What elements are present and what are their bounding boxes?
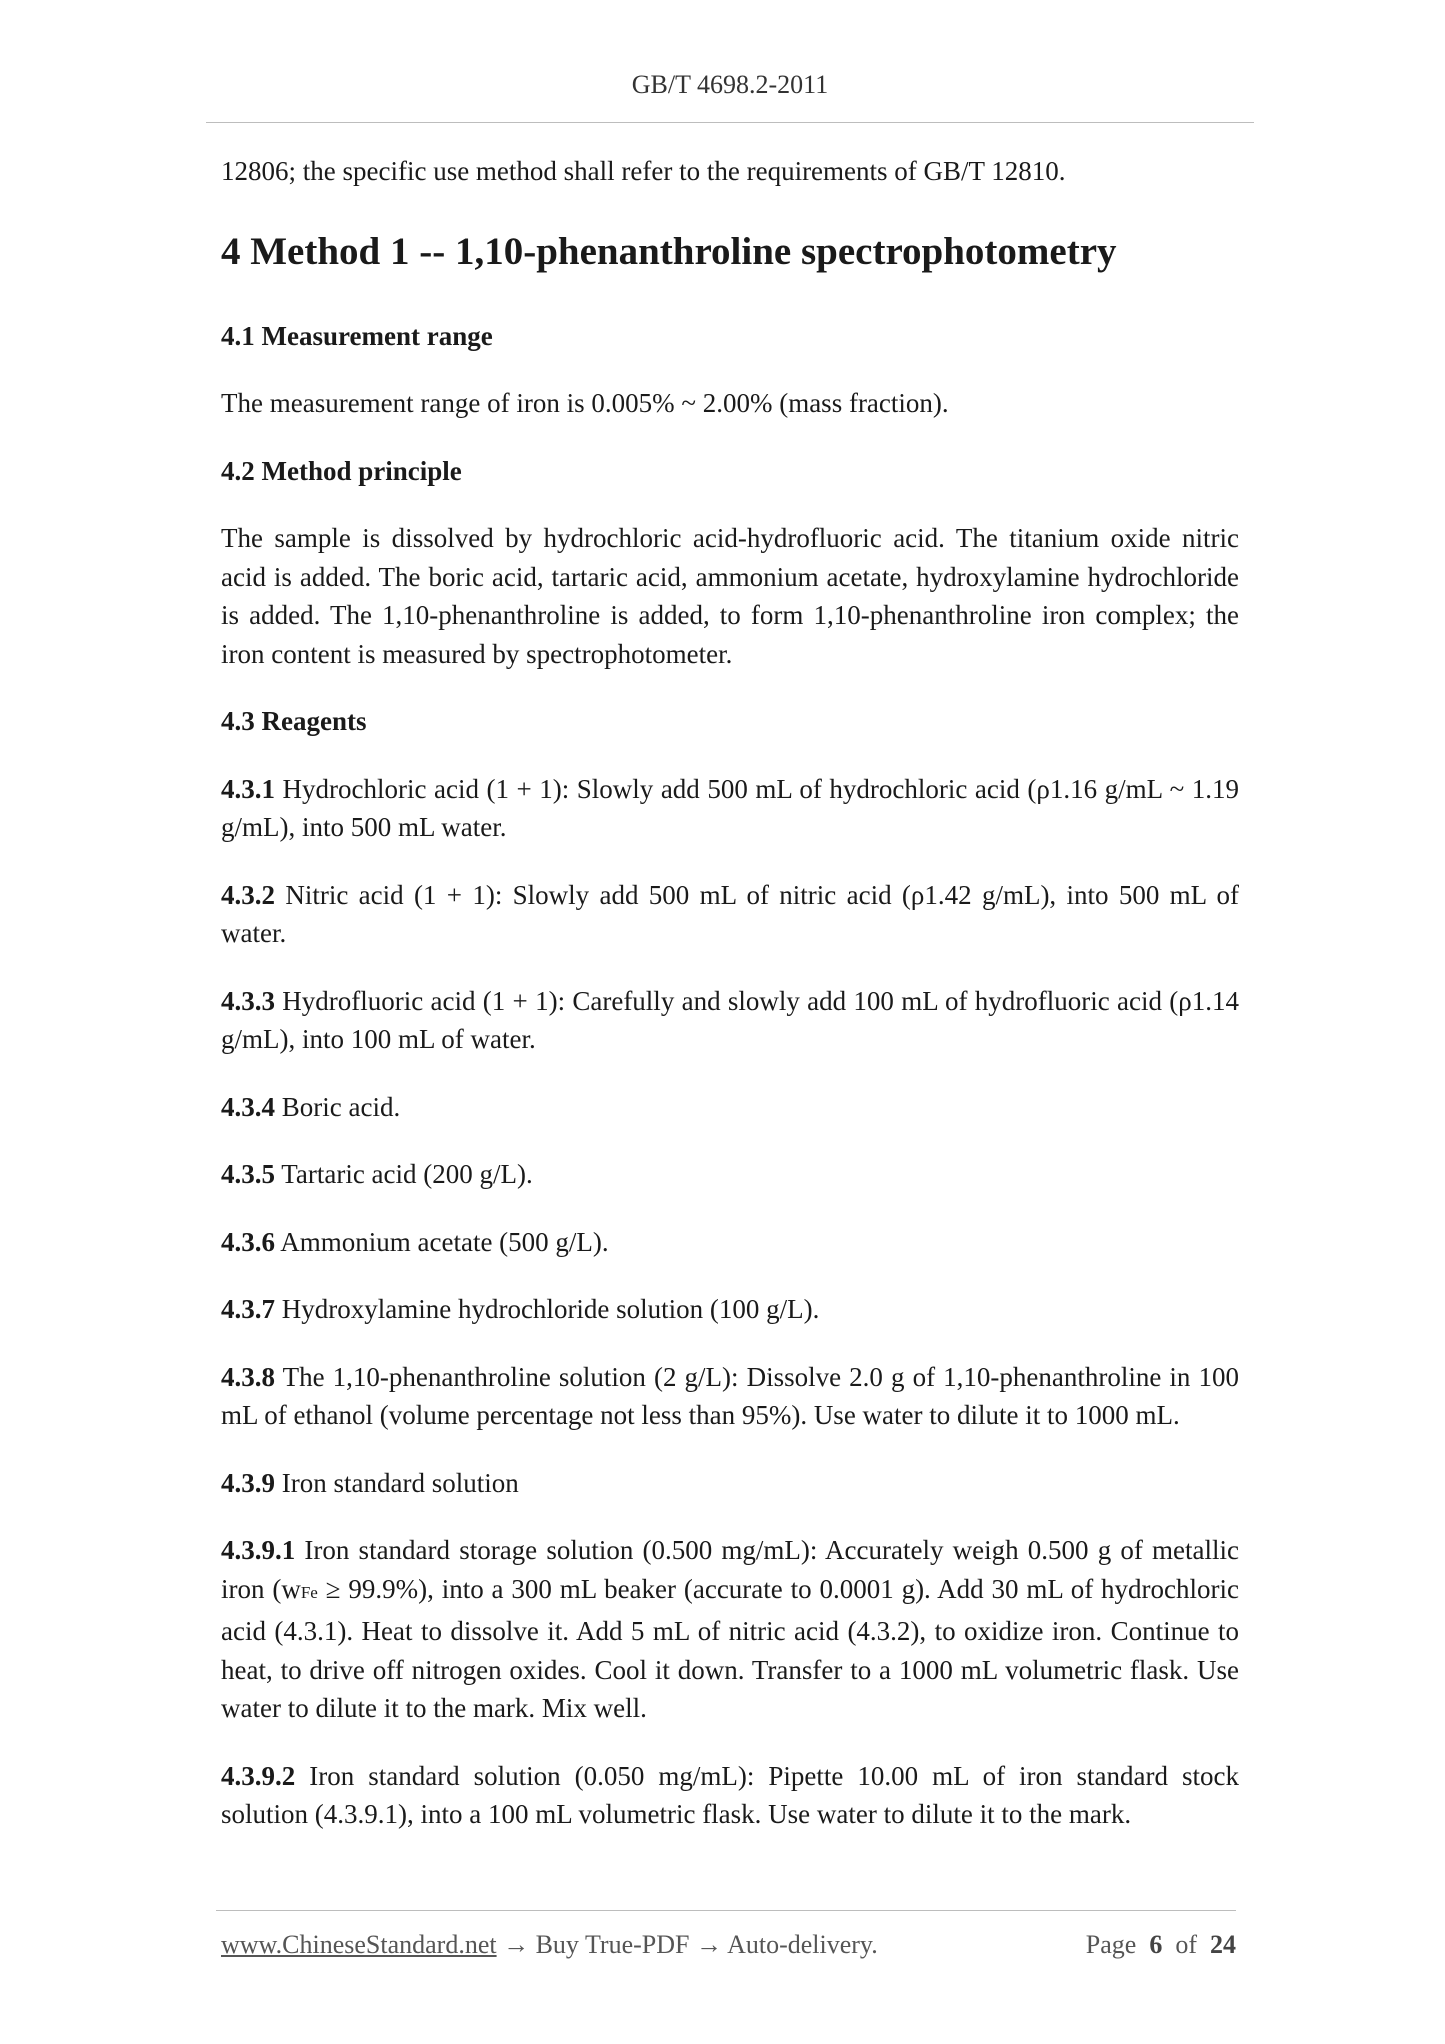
- arrow-right-icon: →: [496, 1930, 536, 1959]
- reagent-item: [221, 770, 1239, 847]
- reagent-item: [221, 1155, 1239, 1194]
- subscript-fe: Fe: [300, 1582, 318, 1602]
- reagent-text-part-a: Iron standard storage solution (0.500 mg/mL): Accurately weigh 0.500 g of metallic iron (w: [221, 1535, 1239, 1604]
- reagent-text: Iron standard solution (0.050 mg/mL): Pipette 10.00 mL of iron standard stock solution (4.3.9.1), into a 100 mL volumetric flask. Use water to dilute it to the mark.: [221, 1760, 1239, 1829]
- reagent-item: [221, 1290, 1239, 1329]
- page-total: 24: [1210, 1930, 1236, 1959]
- auto-delivery-text: Auto-delivery.: [727, 1930, 878, 1959]
- reagent-item: [221, 982, 1239, 1059]
- intro-paragraph: 12806; the specific use method shall refer to the requirements of GB/T 12810.: [221, 156, 1066, 186]
- reagent-text: Boric acid.: [275, 1091, 401, 1122]
- page-footer: [221, 1930, 1236, 1960]
- reagent-number: 4.3.9.2: [221, 1760, 296, 1791]
- reagent-number: 4.3.8: [221, 1361, 275, 1392]
- reagent-text: Hydrochloric acid (1 + 1): Slowly add 500 mL of hydrochloric acid (ρ1.16 g/mL ~ 1.19 g/mL), into 500 mL water.: [221, 773, 1239, 842]
- reagent-text: Iron standard solution: [275, 1467, 519, 1498]
- document-body: [221, 152, 1239, 1863]
- reagent-text: Tartaric acid (200 g/L).: [275, 1159, 533, 1189]
- reagent-number: 4.3.9.1: [221, 1535, 296, 1565]
- reagent-number: 4.3.4: [221, 1091, 275, 1122]
- reagent-item: [221, 1088, 1239, 1127]
- reagent-text: Hydrofluoric acid (1 + 1): Carefully and slowly add 100 mL of hydrofluoric acid (ρ1.14 g/mL), into 100 mL of water.: [221, 985, 1239, 1054]
- buy-pdf-text: Buy True-PDF: [535, 1930, 690, 1959]
- reagent-item: [221, 1358, 1239, 1435]
- document-header: GB/T 4698.2-2011: [631, 70, 829, 99]
- reagent-text: Nitric acid (1 + 1): Slowly add 500 mL of nitric acid (ρ1.42 g/mL), into 500 mL of water.: [221, 879, 1239, 948]
- page-indicator: [1086, 1930, 1236, 1960]
- section-4-1-title: 4.1 Measurement range: [221, 320, 493, 351]
- reagent-number: 4.3.5: [221, 1159, 275, 1189]
- reagent-text-part-b: ≥ 99.9%), into a 300 mL beaker (accurate to 0.0001 g). Add 30 mL of hydrochloric acid (4.3.1). Heat to dissolve it. Add 5 mL of nitric acid (4.3.2), to oxidize iron. Continue to heat, to drive off nitrogen oxides. Cool it down. Transfer to a 1000 mL volumetric flask. Use water to dilute it to the mark. Mix well.: [221, 1573, 1239, 1723]
- page-label: Page: [1085, 1930, 1137, 1959]
- section-4-2-text: The sample is dissolved by hydrochloric acid-hydrofluoric acid. The titanium oxide nitric acid is added. The boric acid, tartaric acid, ammonium acetate, hydroxylamine hydrochloride is added. The 1,10-phenanthroline is added, to form 1,10-phenanthroline iron complex; the iron content is measured by spectrophotometer.: [221, 523, 1239, 669]
- website-link[interactable]: www.ChineseStandard.net: [221, 1930, 497, 1959]
- reagent-number: 4.3.9: [221, 1467, 275, 1498]
- reagent-number: 4.3.3: [221, 985, 275, 1016]
- reagent-item: [221, 876, 1239, 953]
- reagent-item-4391: [221, 1531, 1239, 1728]
- page-number: 6: [1149, 1930, 1163, 1959]
- reagent-text: The 1,10-phenanthroline solution (2 g/L): Dissolve 2.0 g of 1,10-phenanthroline in 100 mL of ethanol (volume percentage not less than 95%). Use water to dilute it to 1000 mL.: [221, 1361, 1239, 1430]
- reagent-text: Ammonium acetate (500 g/L).: [275, 1226, 609, 1257]
- of-label: of: [1175, 1930, 1197, 1959]
- footer-divider: [216, 1910, 1236, 1911]
- reagent-text: Hydroxylamine hydrochloride solution (100 g/L).: [275, 1294, 820, 1324]
- reagent-number: 4.3.1: [221, 773, 275, 804]
- section-4-title: 4 Method 1 -- 1,10-phenanthroline spectrophotometry: [221, 229, 1117, 273]
- section-4-3-title: 4.3 Reagents: [221, 706, 367, 736]
- reagent-number: 4.3.2: [221, 879, 275, 910]
- reagent-item: [221, 1464, 1239, 1503]
- section-4-2-title: 4.2 Method principle: [221, 455, 462, 486]
- arrow-right-icon: →: [689, 1930, 728, 1959]
- reagent-number: 4.3.7: [221, 1294, 275, 1324]
- header-divider: [206, 122, 1254, 123]
- reagent-item-4392: [221, 1757, 1239, 1834]
- section-4-1-text: The measurement range of iron is 0.005% ~ 2.00% (mass fraction).: [221, 388, 949, 418]
- reagent-number: 4.3.6: [221, 1226, 275, 1257]
- reagent-item: [221, 1223, 1239, 1262]
